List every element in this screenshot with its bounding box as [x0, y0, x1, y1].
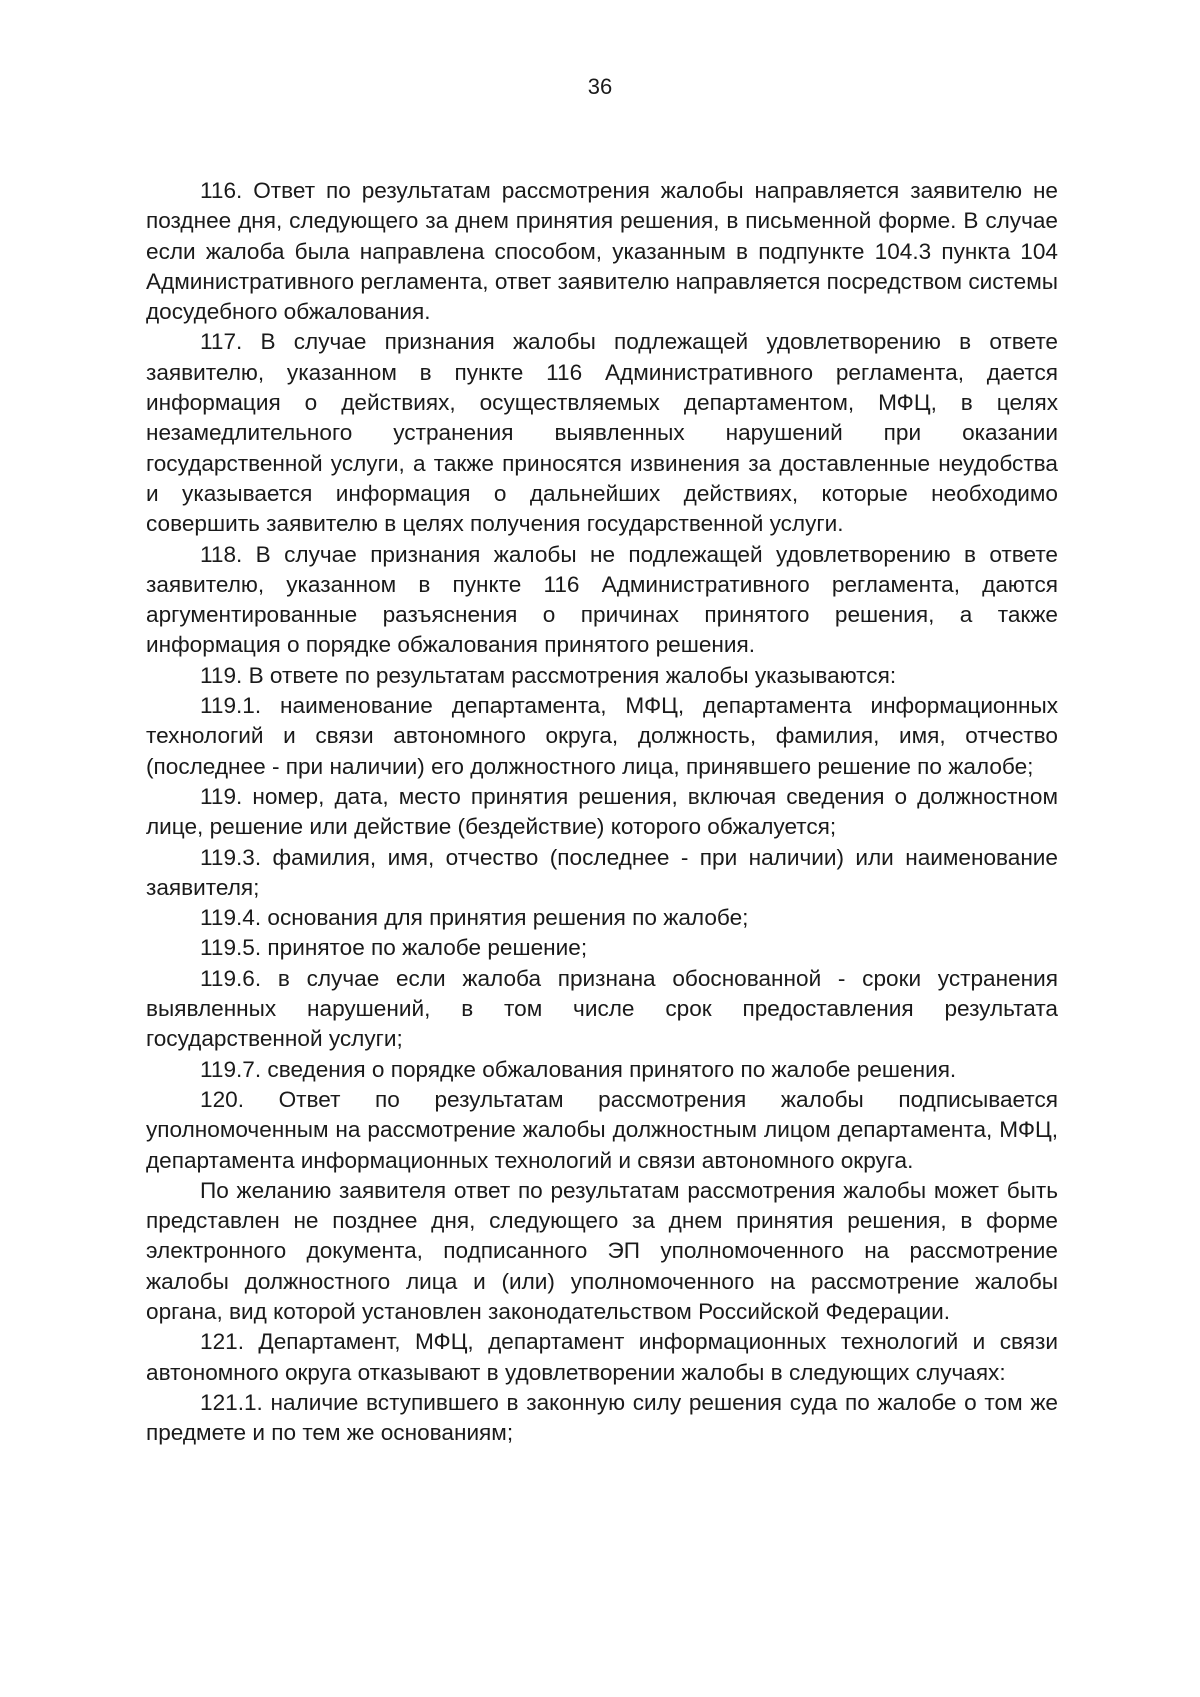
paragraph-121: 121. Департамент, МФЦ, департамент информационных технологий и связи автономного округа отказывают в удовлетворении жалобы в следующих случаях: [146, 1329, 1058, 1385]
paragraph-119-2: 119. номер, дата, место принятия решения, включая сведения о должностном лице, решение или действие (бездействие) которого обжалуется; [146, 783, 1058, 840]
paragraph-117: 117. В случае признания жалобы подлежащей удовлетворению в ответе заявителю, указанном в пункте 116 Административного регламента, дается информация о действиях, осуществляемых департаментом, МФЦ, в целях незамедлительного устранения выявленных нарушений при оказании государственной услуги, а также приносятся извинения за доставленные неудобства и указывается информация о дальнейших действиях, которые необходимо совершить заявителю в целях получения государственной услуги. [146, 329, 1058, 537]
paragraph-119-6: 119.6. в случае если жалоба признана обоснованной - сроки устранения выявленных нарушений, в том числе срок предоставления результата государственной услуги; [146, 965, 1058, 1052]
paragraph-119-5: 119.5. принятое по жалобе решение; [200, 935, 588, 961]
paragraph-119: 119. В ответе по результатам рассмотрения жалобы указываются: [200, 662, 897, 688]
paragraph-119-3: 119.3. фамилия, имя, отчество (последнее - при наличии) или наименование заявителя; [146, 844, 1058, 900]
paragraph-120: 120. Ответ по результатам рассмотрения жалобы подписывается уполномоченным на рассмотрение жалобы должностным лицом департамента, МФЦ, департамента информационных технологий и связи автономного округа. [146, 1086, 1058, 1173]
page-number: 36 [587, 74, 613, 99]
paragraph-119-1: 119.1. наименование департамента, МФЦ, департамента информационных технологий и связи автономного округа, должность, фамилия, имя, отчество (последнее - при наличии) его должностного лица, принявшего решение по жалобе; [146, 693, 1058, 779]
paragraph-116: 116. Ответ по результатам рассмотрения жалобы направляется заявителю не позднее дня, следующего за днем принятия решения, в письменной форме. В случае если жалоба была направлена способом, указанным в подпункте 104.3 пункта 104 Административного регламента, ответ заявителю направляется посредством системы досудебного обжалования. [146, 178, 1058, 325]
document-body [146, 176, 1058, 1448]
paragraph-119-4: 119.4. основания для принятия решения по жалобе; [200, 905, 749, 931]
paragraph-121-1: 121.1. наличие вступившего в законную силу решения суда по жалобе о том же предмете и по тем же основаниям; [146, 1389, 1058, 1446]
paragraph-120-electronic-answer: По желанию заявителя ответ по результатам рассмотрения жалобы может быть представлен не позднее дня, следующего за днем принятия решения, в форме электронного документа, подписанного ЭП уполномоченного на рассмотрение жалобы должностного лица и (или) уполномоченного на рассмотрение жалобы органа, вид которой установлен законодательством Российской Федерации. [146, 1177, 1058, 1324]
paragraph-119-7: 119.7. сведения о порядке обжалования принятого по жалобе решения. [200, 1056, 957, 1082]
paragraph-118: 118. В случае признания жалобы не подлежащей удовлетворению в ответе заявителю, указанном в пункте 116 Административного регламента, даются аргументированные разъяснения о причинах принятого решения, а также информация о порядке обжалования принятого решения. [146, 541, 1058, 658]
